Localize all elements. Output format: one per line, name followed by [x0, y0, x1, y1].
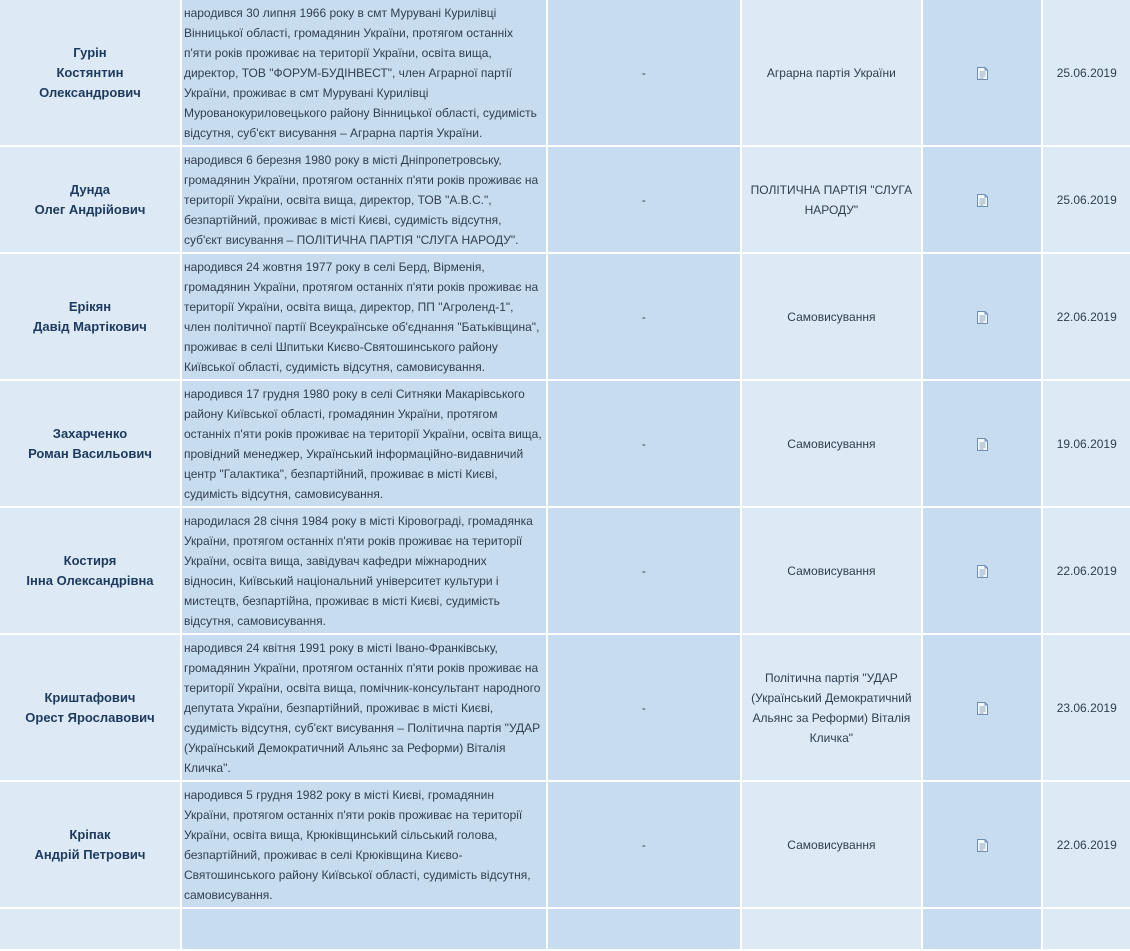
nominating-party: Самовисування	[742, 508, 921, 633]
empty-value: -	[548, 635, 740, 780]
empty-value: -	[548, 254, 740, 379]
empty-value: -	[548, 0, 740, 145]
candidate-name-link[interactable]: Захарченко Роман Васильович	[28, 425, 152, 461]
candidate-name-cell	[0, 635, 180, 780]
document-link-cell	[923, 782, 1042, 907]
table-row	[0, 381, 1130, 506]
document-link-cell	[923, 635, 1042, 780]
candidate-bio: народився 24 квітня 1991 року в місті Івано-Франківську, громадянин України, протягом останніх п'яти років проживає на території України, освіта вища, помічник-консультант народного депутата України, безпартійний, проживає в місті Києві, судимість відсутня, суб'єкт висування – Політична партія "УДАР (Український Демократичний Альянс за Реформи) Віталія Кличка".	[182, 635, 546, 780]
nominating-party: ПОЛІТИЧНА ПАРТІЯ "СЛУГА НАРОДУ"	[742, 147, 921, 252]
table-row	[0, 635, 1130, 780]
nominating-party: Аграрна партія України	[742, 0, 921, 145]
nominating-party: Політична партія "УДАР (Український Демократичний Альянс за Реформи) Віталія Кличка"	[742, 635, 921, 780]
candidate-name-cell	[0, 782, 180, 907]
document-link-cell	[923, 0, 1042, 145]
candidate-name-link[interactable]: Ерікян Давід Мартікович	[33, 298, 147, 334]
document-link-cell	[923, 508, 1042, 633]
nominating-party: Самовисування	[742, 254, 921, 379]
empty-cell	[742, 909, 921, 949]
registration-date: 25.06.2019	[1043, 147, 1130, 252]
candidate-bio: народився 5 грудня 1982 року в місті Києві, громадянин України, протягом останніх п'яти років проживає на території України, освіта вища, Крюківщинський сільський голова, безпартійний, проживає в селі Крюківщина Києво-Святошинського району Київської області, судимість відсутня, самовисування.	[182, 782, 546, 907]
empty-cell	[923, 909, 1042, 949]
candidate-bio: народився 24 жовтня 1977 року в селі Берд, Вірменія, громадянин України, протягом останніх п'яти років проживає на території України, освіта вища, директор, ПП "Агроленд-1", член політичної партії Всеукраїнське об'єднання "Батьківщина", проживає в селі Шпитьки Києво-Святошинського району Київської області, судимість відсутня, самовисування.	[182, 254, 546, 379]
candidate-bio: народився 6 березня 1980 року в місті Дніпропетровську, громадянин України, протягом останніх п'яти років проживає на території України, освіта вища, директор, ТОВ "А.В.С.", безпартійний, проживає в місті Києві, судимість відсутня, суб'єкт висування – ПОЛІТИЧНА ПАРТІЯ "СЛУГА НАРОДУ".	[182, 147, 546, 252]
document-link-cell	[923, 254, 1042, 379]
empty-cell	[548, 909, 740, 949]
table-row	[0, 508, 1130, 633]
document-icon[interactable]	[976, 701, 989, 716]
candidate-bio: народився 17 грудня 1980 року в селі Ситняки Макарівського району Київської області, громадянин України, протягом останніх п'яти років проживає на території України, освіта вища, провідний менеджер, Український інформаційно-видавничий центр "Галактика", безпартійний, проживає в місті Києві, судимість відсутня, самовисування.	[182, 381, 546, 506]
registration-date: 23.06.2019	[1043, 635, 1130, 780]
registration-date: 25.06.2019	[1043, 0, 1130, 145]
candidate-bio: народилася 28 січня 1984 року в місті Кіровограді, громадянка України, протягом останніх п'яти років проживає на території України, освіта вища, завідувач кафедри міжнародних відносин, Київський національний університет культури і мистецтв, безпартійна, проживає в місті Києві, судимість відсутня, самовисування.	[182, 508, 546, 633]
empty-value: -	[548, 381, 740, 506]
registration-date: 22.06.2019	[1043, 254, 1130, 379]
candidate-bio: народився 30 липня 1966 року в смт Мурувані Курилівці Вінницької області, громадянин України, протягом останніх п'яти років проживає на території України, освіта вища, директор, ТОВ "ФОРУМ-БУДІНВЕСТ", член Аграрної партії України, проживає в смт Мурувані Курилівці Мурованокуриловецького району Вінницької області, судимість відсутня, суб'єкт висування – Аграрна партія України.	[182, 0, 546, 145]
table-row	[0, 782, 1130, 907]
candidate-name-cell	[0, 147, 180, 252]
document-icon[interactable]	[976, 193, 989, 208]
candidate-name-cell	[0, 0, 180, 145]
candidate-name-link[interactable]: Кріпак Андрій Петрович	[34, 826, 146, 862]
empty-cell	[182, 909, 546, 949]
document-icon[interactable]	[976, 838, 989, 853]
registration-date: 22.06.2019	[1043, 508, 1130, 633]
table-row	[0, 0, 1130, 145]
candidate-name-cell	[0, 381, 180, 506]
candidate-name-link[interactable]: Криштафович Орест Ярославович	[25, 689, 155, 725]
document-icon[interactable]	[976, 310, 989, 325]
table-row	[0, 147, 1130, 252]
nominating-party: Самовисування	[742, 782, 921, 907]
candidate-name-cell	[0, 508, 180, 633]
document-link-cell	[923, 381, 1042, 506]
table-row	[0, 254, 1130, 379]
empty-value: -	[548, 782, 740, 907]
table-row	[0, 909, 1130, 949]
document-icon[interactable]	[976, 437, 989, 452]
empty-cell	[0, 909, 180, 949]
document-link-cell	[923, 147, 1042, 252]
candidate-name-link[interactable]: Гурін Костянтин Олександрович	[39, 44, 141, 100]
empty-value: -	[548, 508, 740, 633]
empty-cell	[1043, 909, 1130, 949]
candidate-name-cell	[0, 254, 180, 379]
document-icon[interactable]	[976, 564, 989, 579]
registration-date: 19.06.2019	[1043, 381, 1130, 506]
empty-value: -	[548, 147, 740, 252]
document-icon[interactable]	[976, 66, 989, 81]
candidate-name-link[interactable]: Костиря Інна Олександрівна	[26, 552, 154, 588]
nominating-party: Самовисування	[742, 381, 921, 506]
candidate-name-link[interactable]: Дунда Олег Андрійович	[34, 181, 146, 217]
registration-date: 22.06.2019	[1043, 782, 1130, 907]
